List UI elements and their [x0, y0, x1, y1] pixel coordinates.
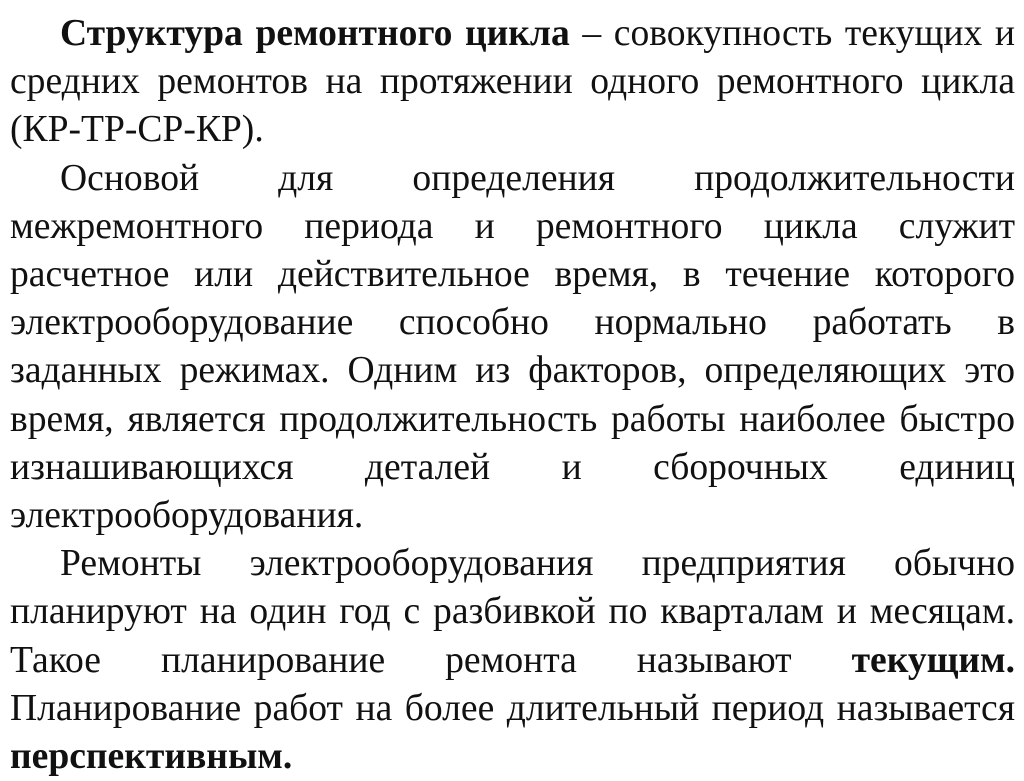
paragraph-repair-cycle-structure	[10, 10, 1015, 155]
text-repair-planning-middle: Планирование работ на более длительный период называется	[10, 687, 1015, 729]
text-repair-planning-intro: Ремонты электрооборудования предприятия обычно планируют на один год с разбивкой по кварталам и месяцам. Такое планирование ремонта называют	[10, 543, 1015, 681]
definition-repair-cycle-structure: – совокупность текущих и средних ремонтов на протяжении одного ремонтного цикла (КР-ТР-СР-КР).	[10, 13, 1015, 151]
paragraph-interrepair-period-basis	[10, 155, 1015, 541]
paragraph-repair-planning	[10, 540, 1015, 781]
term-long-term-planning: перспективным.	[10, 736, 293, 778]
document-page	[10, 0, 1015, 781]
term-current-planning: текущим.	[851, 639, 1015, 681]
term-repair-cycle-structure: Структура ремонтного цикла	[60, 13, 570, 54]
text-interrepair-period-basis: Основой для определения продолжительности межремонтного периода и ремонтного цикла служит расчетное или действительное время, в течение которого электрооборудование способно нормально работать в заданных режимах. Одним из факторов, определяющих это время, является продолжительность работы наиболее быстро изнашивающихся деталей и сборочных единиц электрооборудования.	[10, 157, 1015, 537]
